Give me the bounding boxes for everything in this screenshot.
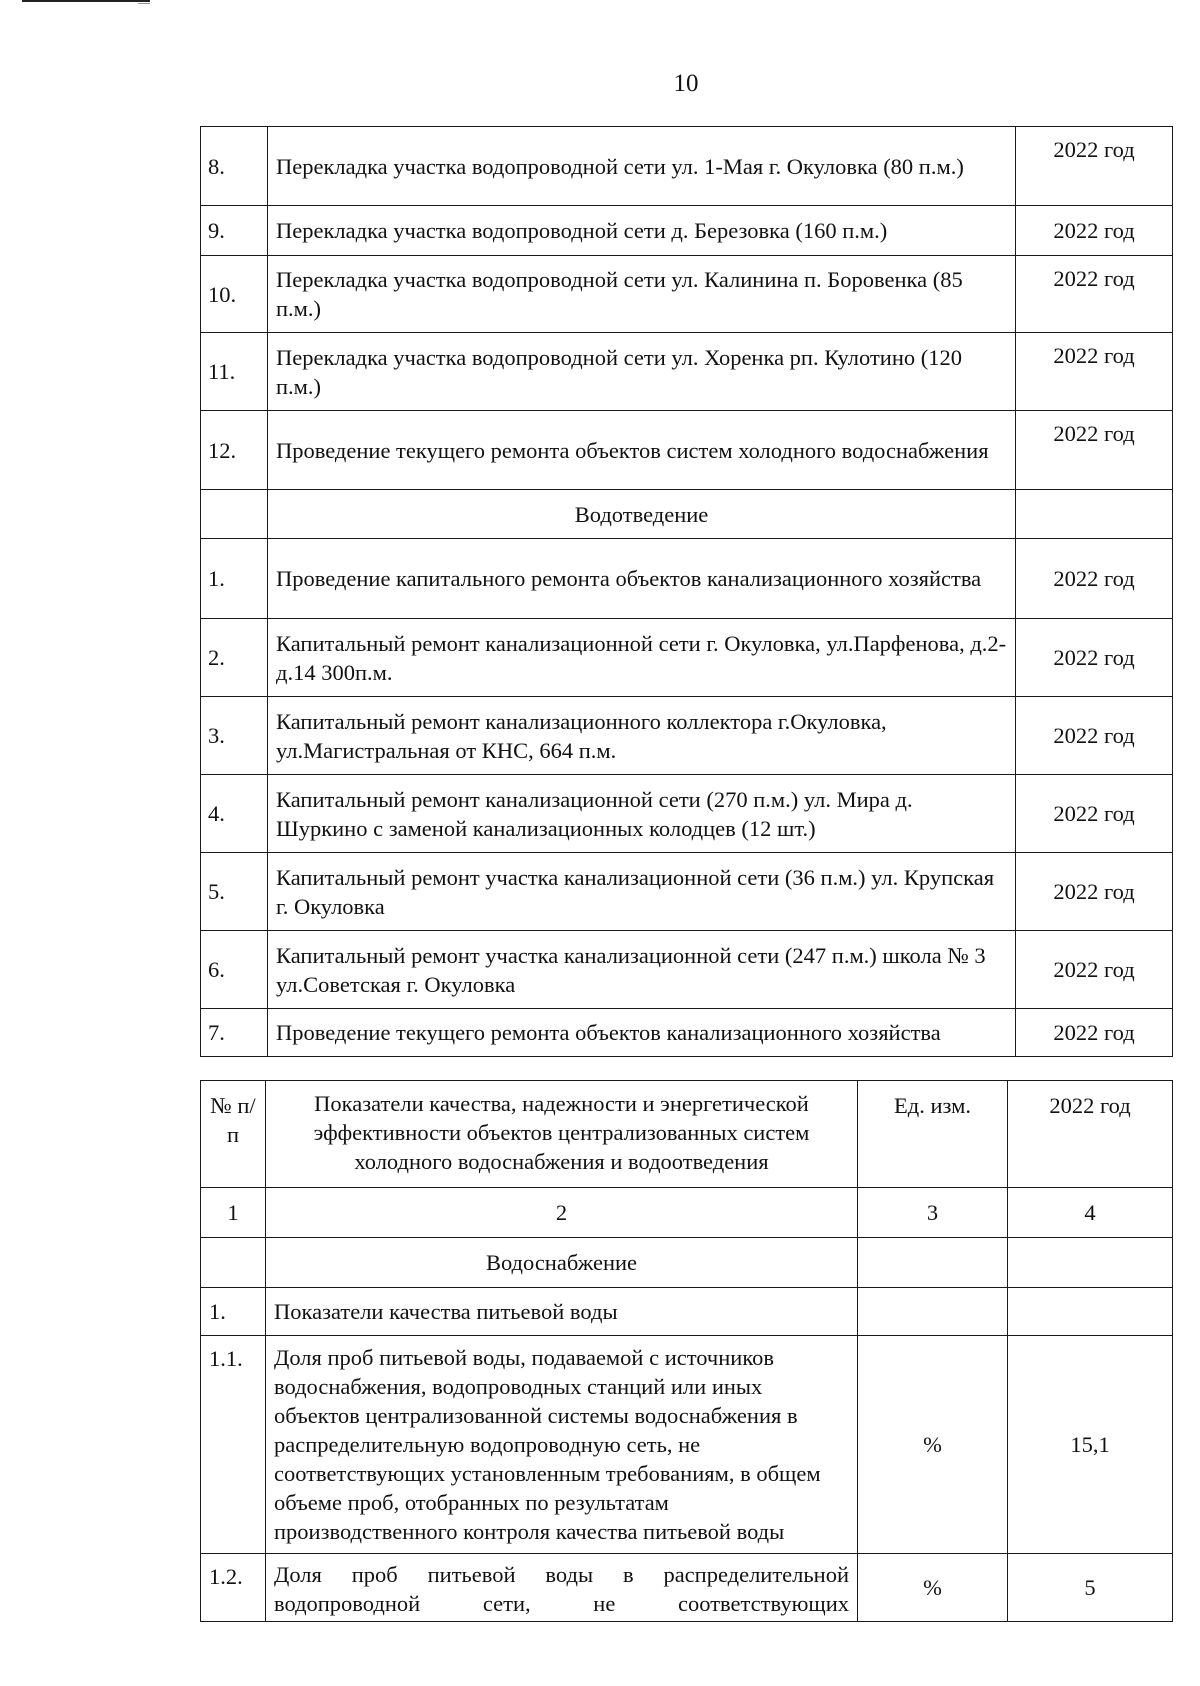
row-unit: %: [858, 1336, 1008, 1554]
empty-cell: [1008, 1238, 1173, 1288]
row-number: 5.: [201, 853, 268, 931]
table-row: [201, 1554, 1173, 1622]
table-row: [201, 619, 1173, 697]
row-value: 5: [1008, 1554, 1173, 1622]
row-number: 1.1.: [201, 1336, 266, 1554]
row-year: 2022 год: [1016, 619, 1173, 697]
row-number: 10.: [201, 256, 268, 333]
header-row: [201, 1081, 1173, 1188]
table-row: [201, 853, 1173, 931]
table-row: [201, 1288, 1173, 1336]
table-row: [201, 1009, 1173, 1057]
empty-cell: [201, 1238, 266, 1288]
row-text: Капитальный ремонт участка канализационной сети (36 п.м.) ул. Крупская г. Окуловка: [268, 853, 1016, 931]
row-number: 9.: [201, 206, 268, 256]
row-year: 2022 год: [1016, 127, 1173, 206]
table-row: [201, 1336, 1173, 1554]
row-year: 2022 год: [1016, 411, 1173, 490]
row-year: 2022 год: [1016, 853, 1173, 931]
row-text: Капитальный ремонт канализационной сети (270 п.м.) ул. Мира д. Шуркино с заменой канализационных колодцев (12 шт.): [268, 775, 1016, 853]
row-number: 8.: [201, 127, 268, 206]
corner-mark: [22, 0, 150, 2]
row-unit: %: [858, 1554, 1008, 1622]
row-text: Показатели качества питьевой воды: [266, 1288, 858, 1336]
row-year: 2022 год: [1016, 1009, 1173, 1057]
empty-cell: [858, 1238, 1008, 1288]
row-unit: [858, 1288, 1008, 1336]
section-heading: Водотведение: [268, 490, 1016, 539]
empty-cell: [1016, 490, 1173, 539]
row-text: Капитальный ремонт канализационной сети г. Окуловка, ул.Парфенова, д.2-д.14 300п.м.: [268, 619, 1016, 697]
table-row: [201, 206, 1173, 256]
row-number: 3.: [201, 697, 268, 775]
column-number: 3: [858, 1188, 1008, 1238]
table-row: [201, 775, 1173, 853]
column-number: 4: [1008, 1188, 1173, 1238]
column-number-row: [201, 1188, 1173, 1238]
row-text: Перекладка участка водопроводной сети ул. Калинина п. Боровенка (85 п.м.): [268, 256, 1016, 333]
row-year: 2022 год: [1016, 333, 1173, 411]
header-year: 2022 год: [1008, 1081, 1173, 1188]
row-text: Проведение капитального ремонта объектов канализационного хозяйства: [268, 539, 1016, 619]
measures-table: [200, 126, 1173, 1057]
row-value: [1008, 1288, 1173, 1336]
table-row: [201, 333, 1173, 411]
row-text: Капитальный ремонт канализационного коллектора г.Окуловка, ул.Магистральная от КНС, 664 п.м.: [268, 697, 1016, 775]
table-row: [201, 256, 1173, 333]
row-year: 2022 год: [1016, 775, 1173, 853]
row-year: 2022 год: [1016, 206, 1173, 256]
section-heading: Водоснабжение: [266, 1238, 858, 1288]
row-text: Перекладка участка водопроводной сети д. Березовка (160 п.м.): [268, 206, 1016, 256]
row-number: 1.2.: [201, 1554, 266, 1622]
row-year: 2022 год: [1016, 697, 1173, 775]
row-text: Проведение текущего ремонта объектов канализационного хозяйства: [268, 1009, 1016, 1057]
row-text: Доля проб питьевой воды в распределительной водопроводной сети, не соответствующих: [266, 1554, 858, 1622]
section-heading-row: [201, 490, 1173, 539]
column-number: 2: [266, 1188, 858, 1238]
row-number: 1.: [201, 539, 268, 619]
header-unit: Ед. изм.: [858, 1081, 1008, 1188]
row-number: 2.: [201, 619, 268, 697]
row-number: 1.: [201, 1288, 266, 1336]
column-number: 1: [201, 1188, 266, 1238]
row-value: 15,1: [1008, 1336, 1173, 1554]
row-number: 4.: [201, 775, 268, 853]
table-row: [201, 411, 1173, 490]
section-heading-row: [201, 1238, 1173, 1288]
row-text: Капитальный ремонт участка канализационной сети (247 п.м.) школа № 3 ул.Советская г. Окуловка: [268, 931, 1016, 1009]
row-number: 11.: [201, 333, 268, 411]
row-text: Перекладка участка водопроводной сети ул. Хоренка рп. Кулотино (120 п.м.): [268, 333, 1016, 411]
row-number: 12.: [201, 411, 268, 490]
row-number: 7.: [201, 1009, 268, 1057]
row-text: Проведение текущего ремонта объектов систем холодного водоснабжения: [268, 411, 1016, 490]
row-number: 6.: [201, 931, 268, 1009]
table-row: [201, 127, 1173, 206]
row-text: Перекладка участка водопроводной сети ул. 1-Мая г. Окуловка (80 п.м.): [268, 127, 1016, 206]
table-row: [201, 697, 1173, 775]
table-row: [201, 931, 1173, 1009]
row-year: 2022 год: [1016, 256, 1173, 333]
indicators-table: [200, 1080, 1173, 1622]
empty-cell: [201, 490, 268, 539]
table-row: [201, 539, 1173, 619]
row-year: 2022 год: [1016, 539, 1173, 619]
row-year: 2022 год: [1016, 931, 1173, 1009]
row-text: Доля проб питьевой воды, подаваемой с источников водоснабжения, водопроводных станций или иных объектов централизованной системы водоснабжения в распределительную водопроводную сеть, не соответствующих установленным требованиям, в общем объеме проб, отобранных по результатам производственного контроля качества питьевой воды: [266, 1336, 858, 1554]
header-number: № п/п: [201, 1081, 266, 1188]
page-number: 10: [673, 70, 699, 97]
header-name: Показатели качества, надежности и энергетической эффективности объектов централизованных систем холодного водоснабжения и водоотведения: [266, 1081, 858, 1188]
